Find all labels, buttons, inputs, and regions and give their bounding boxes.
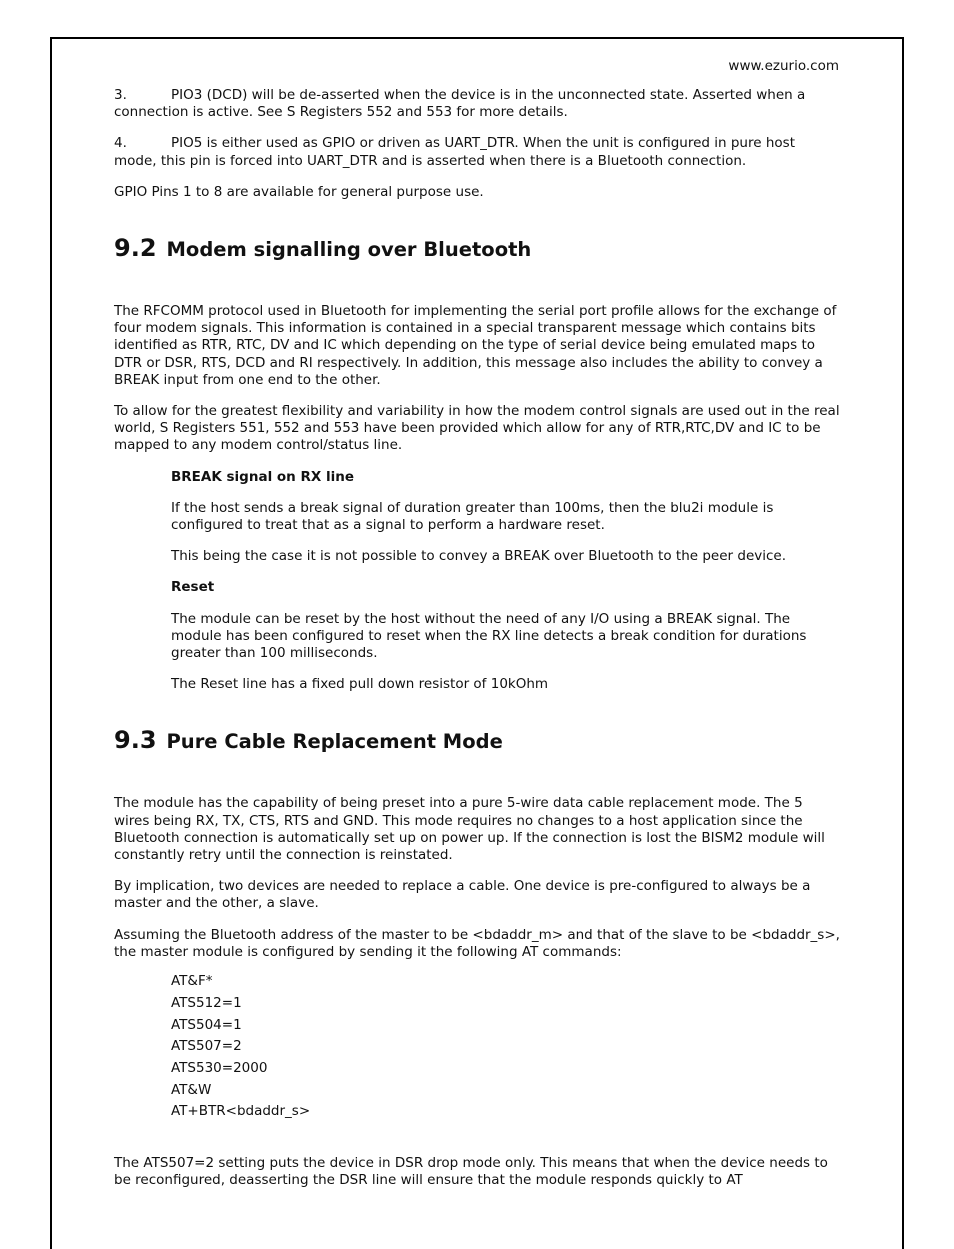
section-title: Modem signalling over Bluetooth [166, 238, 532, 262]
gpio-note: GPIO Pins 1 to 8 are available for general purpose use. [114, 183, 484, 200]
at-command: AT&W [171, 1081, 212, 1098]
paragraph: By implication, two devices are needed to replace a cable. One device is pre-configured to always be a master and the other, a slave. [114, 878, 811, 912]
list-item-number: 3. [114, 87, 127, 103]
page-content [114, 87, 840, 1203]
paragraph: The ATS507=2 setting puts the device in DSR drop mode only. This means that when the device needs to be reconfigured, deasserting the DSR line will ensure that the module responds quickly to AT [114, 1155, 828, 1189]
section-number: 9.2 [114, 234, 157, 263]
paragraph: To allow for the greatest flexibility and variability in how the modem control signals are used out in the real world, S Registers 551, 552 and 553 have been provided which allow for any of RTR,RTC,DV and IC to be mapped to any modem control/status line. [114, 403, 840, 454]
section-number: 9.3 [114, 726, 157, 755]
subheading-break: BREAK signal on RX line [171, 468, 355, 485]
paragraph: This being the case it is not possible to convey a BREAK over Bluetooth to the peer device. [171, 548, 787, 565]
at-command: ATS512=1 [171, 994, 242, 1011]
list-item-number: 4. [114, 135, 127, 152]
at-command: ATS530=2000 [171, 1059, 268, 1076]
paragraph: Assuming the Bluetooth address of the master to be <bdaddr_m> and that of the slave to be <bdaddr_s>, the master module is configured by sending it the following AT commands: [114, 926, 840, 960]
at-command: AT&F* [171, 973, 213, 990]
paragraph: The RFCOMM protocol used in Bluetooth for implementing the serial port profile allows for the exchange of four modem signals. This information is contained in a special transparent message which contains bits identified as RTR, RTC, DV and IC which depending on the type of serial device being emulated maps to DTR or DSR, RTS, DCD and RI respectively. In addition, this message also includes the ability to convey a BREAK input from one end to the other. [114, 303, 837, 388]
paragraph: The module has the capability of being preset into a pure 5-wire data cable replacement mode. The 5 wires being RX, TX, CTS, RTS and GND. This mode requires no changes to a host application since the Bluetooth connection is automatically set up on power up. If the connection is lost the BISM2 module will constantly retry until the connection is reinstated. [114, 795, 825, 864]
section-heading-9-2 [114, 233, 840, 265]
at-command: ATS504=1 [171, 1016, 242, 1033]
section-heading-9-3 [114, 725, 840, 757]
header-url: www.ezurio.com [728, 58, 839, 74]
list-item-text: PIO5 is either used as GPIO or driven as UART_DTR. When the unit is configured in pure host mode, this pin is forced into UART_DTR and is asserted when there is a Bluetooth connection. [114, 135, 795, 169]
at-command: ATS507=2 [171, 1038, 242, 1055]
paragraph: If the host sends a break signal of duration greater than 100ms, then the blu2i module is configured to treat that as a signal to perform a hardware reset. [171, 499, 774, 534]
list-item [114, 135, 840, 169]
at-command: AT+BTR<bdaddr_s> [171, 1103, 311, 1120]
section-title: Pure Cable Replacement Mode [166, 730, 503, 754]
list-item [114, 87, 840, 121]
list-item-text: PIO3 (DCD) will be de-asserted when the device is in the unconnected state. Asserted when a connection is active. See S Registers 552 and 553 for more details. [114, 87, 806, 121]
paragraph: The module can be reset by the host without the need of any I/O using a BREAK signal. The module has been configured to reset when the RX line detects a break condition for durations greater than 100 milliseconds. [171, 610, 807, 662]
at-command-list [114, 971, 840, 1123]
paragraph: The Reset line has a fixed pull down resistor of 10kOhm [171, 676, 549, 693]
subheading-reset: Reset [171, 579, 215, 596]
